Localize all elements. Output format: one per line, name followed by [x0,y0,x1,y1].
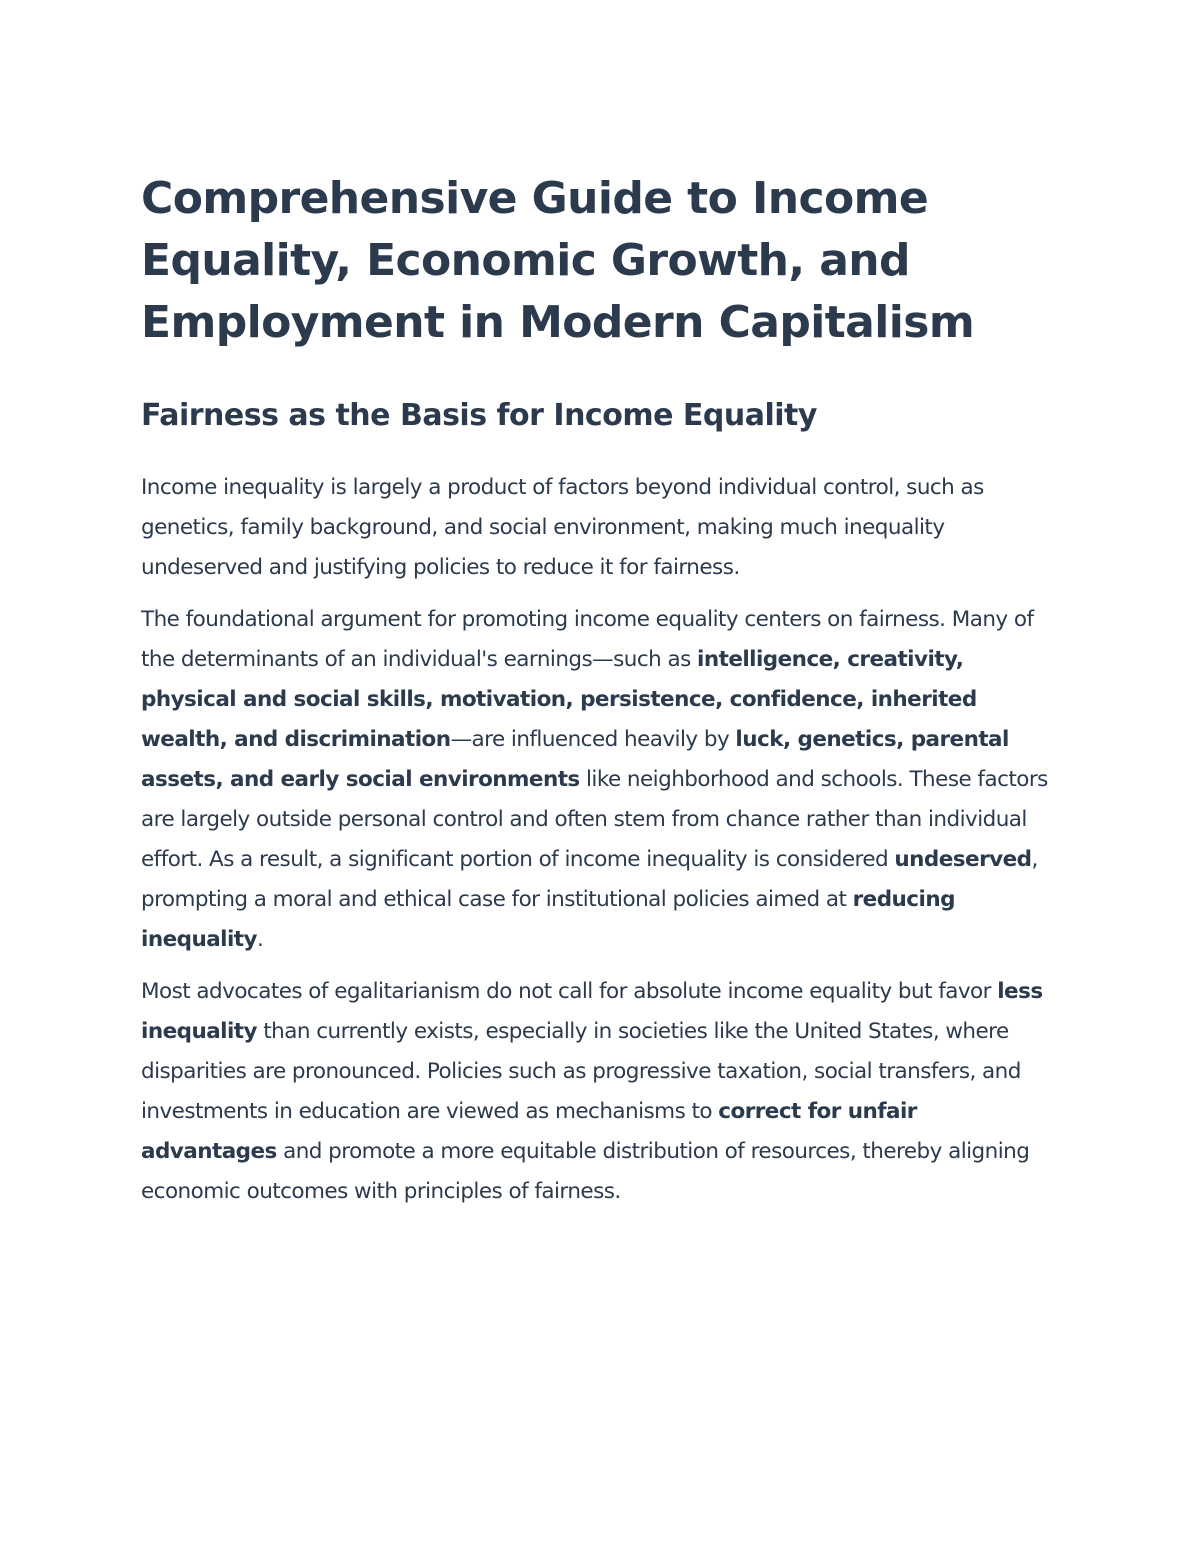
bold-run: intelligence, creativity, physical and social skills, motivation, persistence, confidence, inherited wealth, and discrimination [141,647,977,752]
text-run: . [257,927,264,952]
document-page [141,168,1053,1212]
body-paragraph-egalitarianism [141,972,1053,1212]
bold-run: reducing inequality [141,887,955,952]
bold-run: correct for unfair advantages [141,1099,917,1164]
section-heading: Fairness as the Basis for Income Equality [141,398,817,433]
document-title: Comprehensive Guide to Income Equality, Economic Growth, and Employment in Modern Capitalism [141,173,975,348]
bold-run: less inequality [141,979,1043,1044]
text-run: like neighborhood and schools. These factors are largely outside personal control and often stem from chance rather than individual effort. As a result, a significant portion of income inequality is considered [141,767,1048,872]
text-run: —are influenced heavily by [450,727,736,752]
bold-run: luck, genetics, parental assets, and early social environments [141,727,1009,792]
text-run: , prompting a moral and ethical case for institutional policies aimed at [141,847,1038,912]
text-run: Most advocates of egalitarianism do not call for absolute income equality but favor [141,979,998,1004]
text-run: and promote a more equitable distribution of resources, thereby aligning economic outcomes with principles of fairness. [141,1139,1030,1204]
body-paragraph-fairness [141,600,1053,960]
text-run: The foundational argument for promoting income equality centers on fairness. Many of the determinants of an individual's earnings—such as [141,607,1034,672]
bold-run: undeserved [894,847,1032,872]
text-run: than currently exists, especially in societies like the United States, where disparities are pronounced. Policies such as progressive taxation, social transfers, and investments in education are viewed as mechanisms to [141,1019,1021,1124]
summary-paragraph: Income inequality is largely a product of factors beyond individual control, such as genetics, family background, and social environment, making much inequality undeserved and justifying policies to reduce it for fairness. [141,475,984,580]
